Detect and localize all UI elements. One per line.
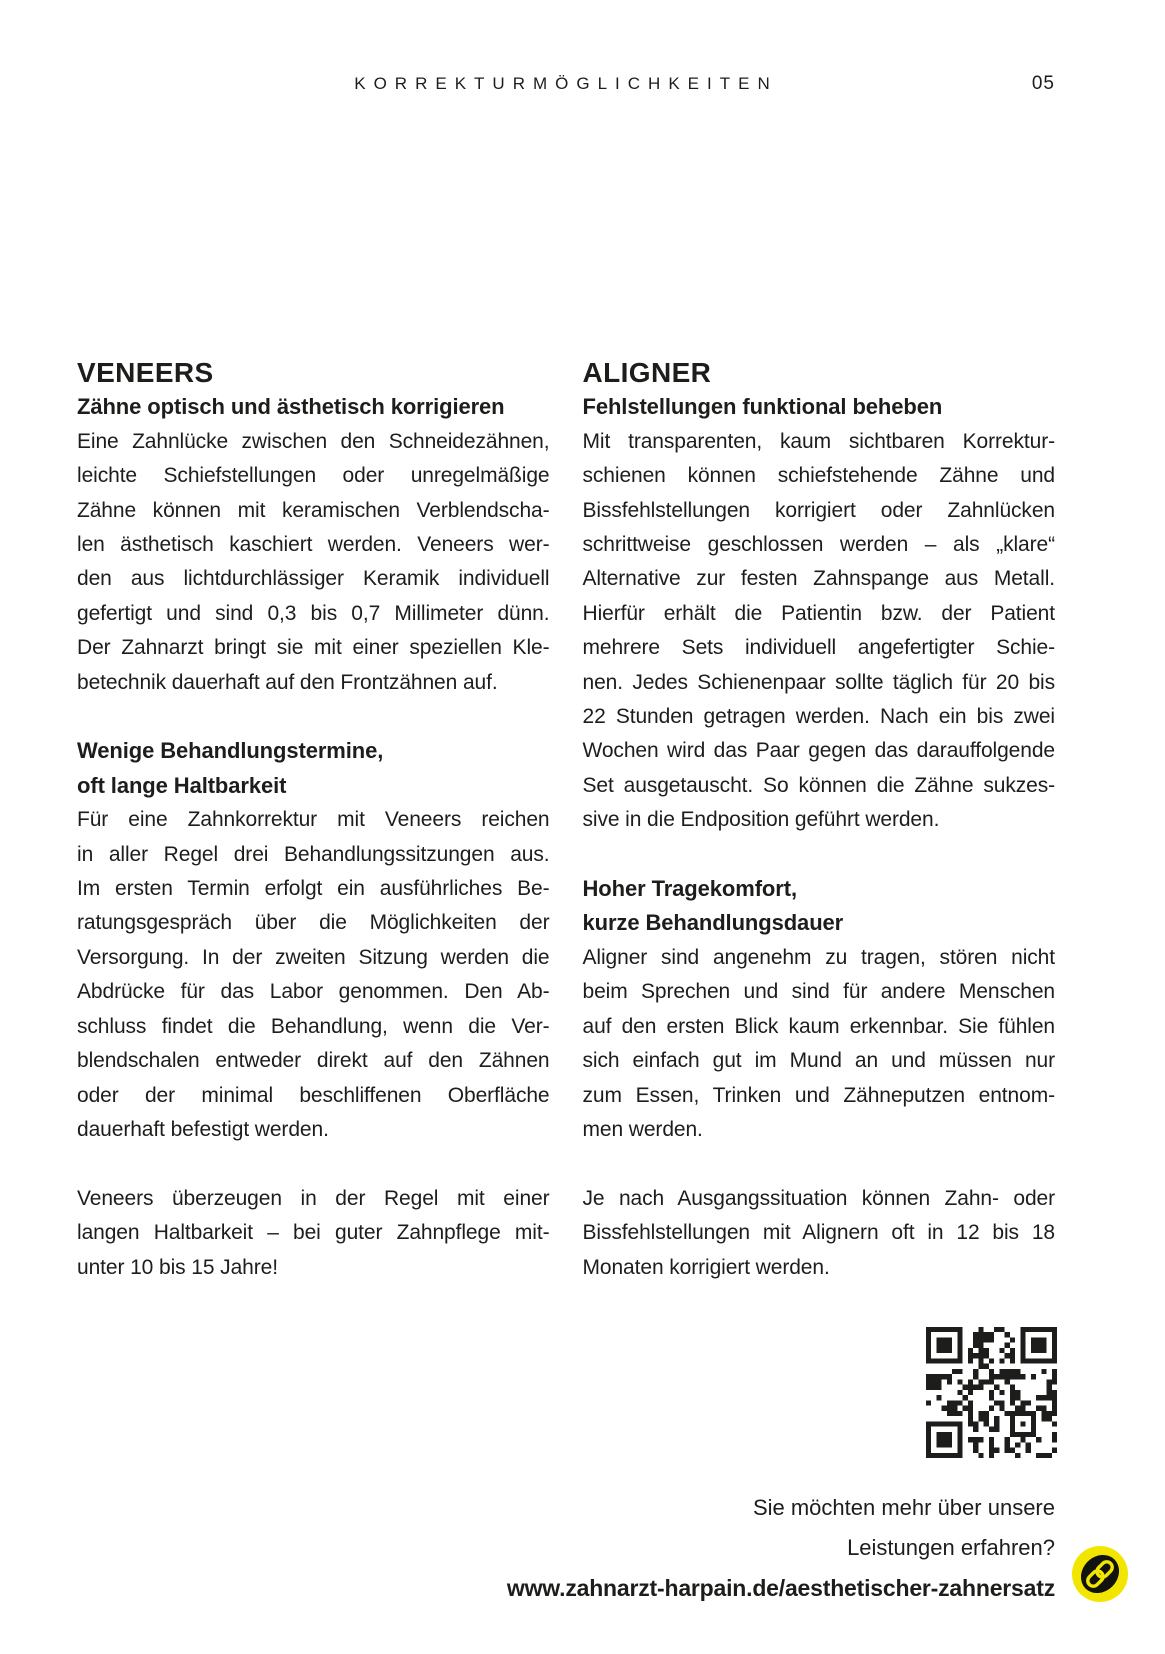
text-section	[77, 734, 550, 1284]
cta-text-line-1: Sie möchten mehr über unsere	[752, 1495, 1055, 1520]
text-line: sive in die Endposition geführt werden.	[582, 808, 940, 832]
text-line: beim Sprechen und sind für andere Menschen	[582, 980, 1055, 1004]
text-section	[583, 872, 1056, 1285]
website-url: www.zahnarzt-harpain.de/aesthetischer-zahnersatz	[506, 1575, 1055, 1601]
running-title: KORREKTURMÖGLICHKEITEN	[354, 74, 778, 93]
text-line: Mit transparenten, kaum sichtbaren Korrektur-	[582, 429, 1055, 453]
text-line: Versorgung. In der zweiten Sitzung werden die	[77, 945, 550, 969]
text-line: Alternative zur festen Zahnspange aus Metall.	[582, 567, 1055, 591]
text-line: schluss findet die Behandlung, wenn die Ver-	[77, 1014, 550, 1038]
text-line: Im ersten Termin erfolgt ein ausführliches Be-	[77, 877, 550, 901]
text-line: Eine Zahnlücke zwischen den Schneidezähnen,	[77, 429, 550, 453]
text-line: Monaten korrigiert werden.	[582, 1255, 830, 1279]
text-line: blendschalen entweder direkt auf den Zähnen	[77, 1049, 550, 1073]
text-line: den aus lichtdurchlässiger Keramik individuell	[77, 567, 550, 591]
section-title-aligner: ALIGNER	[582, 357, 712, 388]
page-header	[77, 68, 1055, 100]
text-line: betechnik dauerhaft auf den Frontzähnen auf.	[77, 670, 498, 694]
text-line: dauerhaft befestigt werden.	[77, 1117, 329, 1141]
link-badge	[1072, 1546, 1128, 1602]
section-subheading: kurze Behandlungsdauer	[582, 910, 844, 936]
text-section	[77, 390, 550, 700]
text-line: langen Haltbarkeit – bei guter Zahnpflege mit-	[77, 1221, 550, 1245]
text-line: Bissfehlstellungen mit Alignern oft in 12 bis 18	[582, 1221, 1055, 1245]
text-line: zum Essen, Trinken und Zähneputzen entnom-	[582, 1083, 1055, 1107]
text-line: oder der minimal beschliffenen Oberfläche	[77, 1083, 550, 1107]
text-line: men werden.	[582, 1117, 703, 1141]
text-line: Veneers überzeugen in der Regel mit einer	[77, 1186, 550, 1210]
cta-text-line-2: Leistungen erfahren?	[847, 1535, 1055, 1560]
paragraph	[583, 941, 1056, 1147]
paragraph	[77, 425, 550, 700]
section-subheading: Wenige Behandlungstermine,	[77, 738, 384, 764]
section-subheading: oft lange Haltbarkeit	[77, 772, 287, 798]
text-line: gefertigt und sind 0,3 bis 0,7 Millimeter dünn.	[77, 601, 550, 625]
text-line: len ästhetisch kaschiert werden. Veneers wer-	[77, 533, 550, 557]
content-columns	[77, 356, 1055, 1285]
column-veneers	[77, 356, 550, 1285]
text-line: 22 Stunden getragen werden. Nach ein bis zwei	[582, 705, 1055, 729]
text-line: Aligner sind angenehm zu tragen, stören nicht	[582, 945, 1055, 969]
text-line: auf den ersten Blick kaum erkennbar. Sie fühlen	[582, 1014, 1055, 1038]
section-subheading: Fehlstellungen funktional beheben	[582, 394, 943, 420]
column-body-veneers	[77, 390, 550, 1285]
section-subheading: Hoher Tragekomfort,	[582, 876, 797, 902]
text-line: Zähne können mit keramischen Verblendscha-	[77, 498, 550, 522]
text-line: schrittweise geschlossen werden – als „klare“	[582, 533, 1055, 557]
text-line: schienen können schiefstehende Zähne und	[582, 464, 1055, 488]
column-body-aligner	[583, 390, 1056, 1285]
text-line: Bissfehlstellungen korrigiert oder Zahnlücken	[582, 498, 1055, 522]
text-line: Wochen wird das Paar gegen das darauffolgende	[582, 739, 1055, 763]
section-subheading: Zähne optisch und ästhetisch korrigieren	[77, 394, 505, 420]
text-line: Der Zahnarzt bringt sie mit einer speziellen Kle-	[77, 636, 550, 660]
paragraph	[583, 1182, 1056, 1285]
text-line: mehrere Sets individuell angefertigter Schie-	[582, 636, 1055, 660]
text-line: Je nach Ausgangssituation können Zahn- oder	[582, 1186, 1055, 1210]
text-line: unter 10 bis 15 Jahre!	[77, 1255, 278, 1279]
text-line: Set ausgetauscht. So können die Zähne sukzes-	[582, 773, 1055, 797]
text-line: sich einfach gut im Mund an und müssen nur	[582, 1049, 1055, 1073]
text-line: Für eine Zahnkorrektur mit Veneers reichen	[77, 808, 550, 832]
paragraph	[77, 803, 550, 1147]
text-line: Hierfür erhält die Patientin bzw. der Patient	[582, 601, 1055, 625]
paragraph	[77, 1182, 550, 1285]
page-number: 05	[1031, 73, 1055, 94]
link-icon	[1072, 1546, 1128, 1602]
text-section	[583, 390, 1056, 837]
column-aligner	[583, 356, 1056, 1285]
text-line: leichte Schiefstellungen oder unregelmäßige	[77, 464, 550, 488]
text-line: ratungsgespräch über die Möglichkeiten der	[77, 911, 550, 935]
text-line: in aller Regel drei Behandlungssitzungen aus.	[77, 842, 550, 866]
paragraph	[583, 425, 1056, 838]
text-line: nen. Jedes Schienenpaar sollte täglich für 20 bis	[582, 670, 1055, 694]
footer-cta	[507, 1488, 1055, 1608]
text-line: Abdrücke für das Labor genommen. Den Ab-	[77, 980, 550, 1004]
qr-code-icon	[926, 1327, 1057, 1458]
section-title-veneers: VENEERS	[77, 357, 214, 388]
